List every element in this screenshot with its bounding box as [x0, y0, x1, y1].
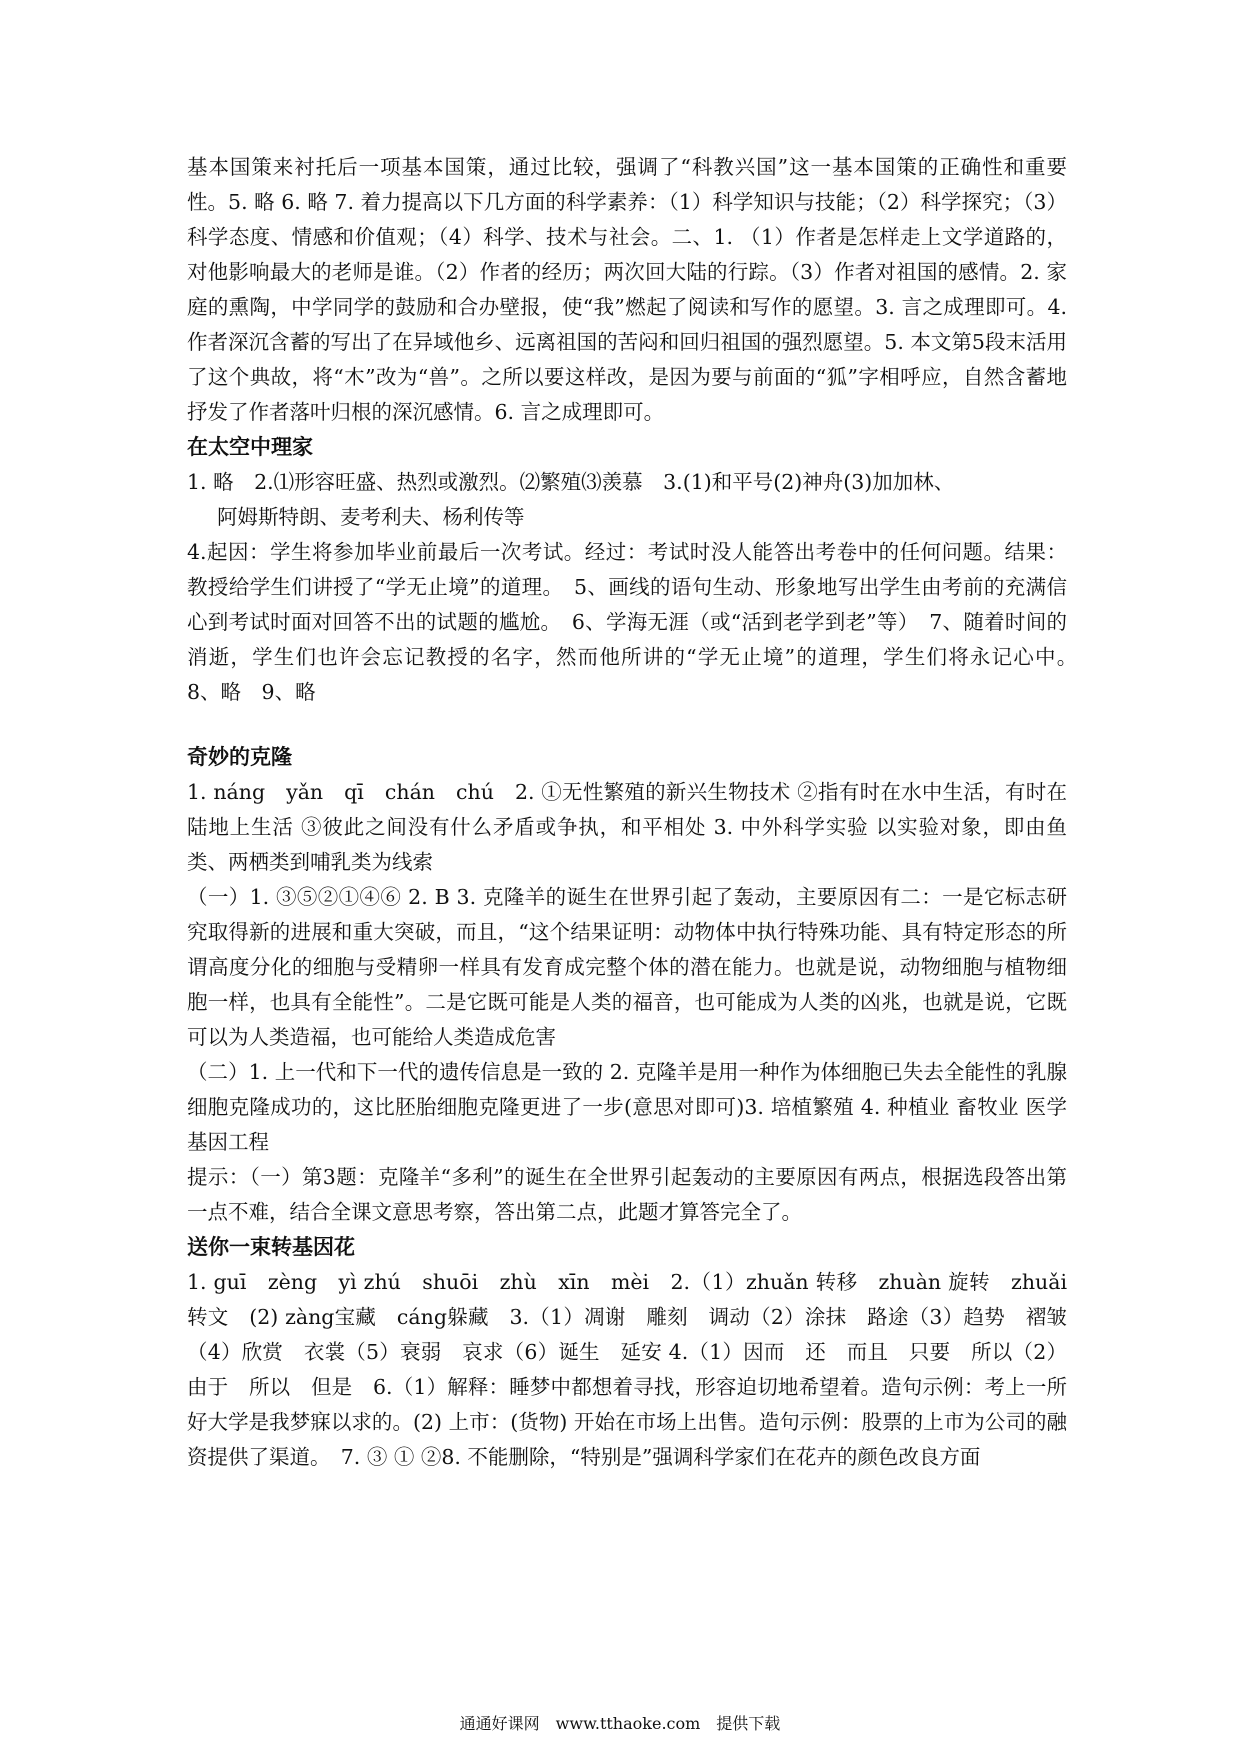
hint-paragraph: 提示：（一）第3题：克隆羊“多利”的诞生在全世界引起轰动的主要原因有两点，根据选段答出第一点不难，结合全课文意思考察，答出第二点，此题才算答完全了。 — [187, 1165, 1067, 1224]
spacer — [187, 710, 1067, 740]
answer-paragraph-continued: 阿姆斯特朗、麦考利夫、杨利传等 — [217, 505, 525, 529]
answer-paragraph: （二）1. 上一代和下一代的遗传信息是一致的 2. 克隆羊是用一种作为体细胞已失去全能性的乳腺细胞克隆成功的，这比胚胎细胞克隆更进了一步(意思对即可)3. 培植繁殖 4. 种植业 畜牧业 医学 基因工程 — [187, 1060, 1067, 1154]
answer-paragraph: （一）1. ③⑤②①④⑥ 2. B 3. 克隆羊的诞生在世界引起了轰动，主要原因有二：一是它标志研究取得新的进展和重大突破，而且，“这个结果证明：动物体中执行特殊功能、具有特定形态的所谓高度分化的细胞与受精卵一样具有发育成完整个体的潜在能力。也就是说，动物细胞与植物细胞一样，也具有全能性”。二是它既可能是人类的福音，也可能成为人类的凶兆，也就是说，它既可以为人类造福，也可能给人类造成危害 — [187, 885, 1067, 1049]
page-footer: 通通好课网 www.tthaoke.com 提供下载 — [459, 1714, 781, 1733]
section-title: 在太空中理家 — [187, 435, 313, 459]
answer-paragraph: 基本国策来衬托后一项基本国策，通过比较，强调了“科教兴国”这一基本国策的正确性和重要性。5. 略 6. 略 7. 着力提高以下几方面的科学素养：（1）科学知识与技能；（2）科学探究；（3）科学态度、情感和价值观；（4）科学、技术与社会。二、1. （1）作者是怎样走上文学道路的，对他影响最大的老师是谁。（2）作者的经历；两次回大陆的行踪。（3）作者对祖国的感情。2. 家庭的熏陶，中学同学的鼓励和合办壁报，使“我”燃起了阅读和写作的愿望。3. 言之成理即可。4. 作者深沉含蓄的写出了在异域他乡、远离祖国的苦闷和回归祖国的强烈愿望。5. 本文第5段末活用了这个典故，将“木”改为“兽”。之所以要这样改，是因为要与前面的“狐”字相呼应，自然含蓄地抒发了作者落叶归根的深沉感情。6. 言之成理即可。 — [187, 155, 1067, 424]
section-title: 送你一束转基因花 — [187, 1235, 355, 1259]
answer-paragraph: 1. náng yǎn qī chán chú 2. ①无性繁殖的新兴生物技术 ②指有时在水中生活，有时在陆地上生活 ③彼此之间没有什么矛盾或争执，和平相处 3. 中外科学实验 以实验对象，即由鱼类、两栖类到哺乳类为线索 — [187, 780, 1067, 874]
answer-paragraph: 1. 略 2.⑴形容旺盛、热烈或激烈。⑵繁殖⑶羡慕 3.(1)和平号(2)神舟(3)加加林、 — [187, 470, 955, 494]
section-title: 奇妙的克隆 — [187, 745, 292, 769]
answer-paragraph: 1. guī zèng yì zhú shuōi zhù xīn mèi 2.（1）zhuǎn 转移 zhuàn 旋转 zhuǎi 转文 (2) zàng宝藏 cáng躲藏 3.（1）凋谢 雕刻 调动（2）涂抹 路途（3）趋势 褶皱（4）欣赏 衣裳（5）衰弱 哀求（6）诞生 延安 4.（1）因而 还 而且 只要 所以（2）由于 所以 但是 6.（1）解释：睡梦中都想着寻找，形容迫切地希望着。造句示例：考上一所好大学是我梦寐以求的。(2) 上市：(货物) 开始在市场上出售。造句示例：股票的上市为公司的融资提供了渠道。 7. ③ ① ②8. 不能删除，“特别是”强调科学家们在花卉的颜色改良方面 — [187, 1270, 1067, 1469]
document-body — [187, 150, 1088, 1475]
answer-paragraph: 4.起因：学生将参加毕业前最后一次考试。经过：考试时没人能答出考卷中的任何问题。结果：教授给学生们讲授了“学无止境”的道理。 5、画线的语句生动、形象地写出学生由考前的充满信心到考试时面对回答不出的试题的尴尬。 6、学海无涯（或“活到老学到老”等） 7、随着时间的消逝，学生们也许会忘记教授的名字，然而他所讲的“学无止境”的道理，学生们将永记心中。 8、略 9、略 — [187, 540, 1088, 704]
